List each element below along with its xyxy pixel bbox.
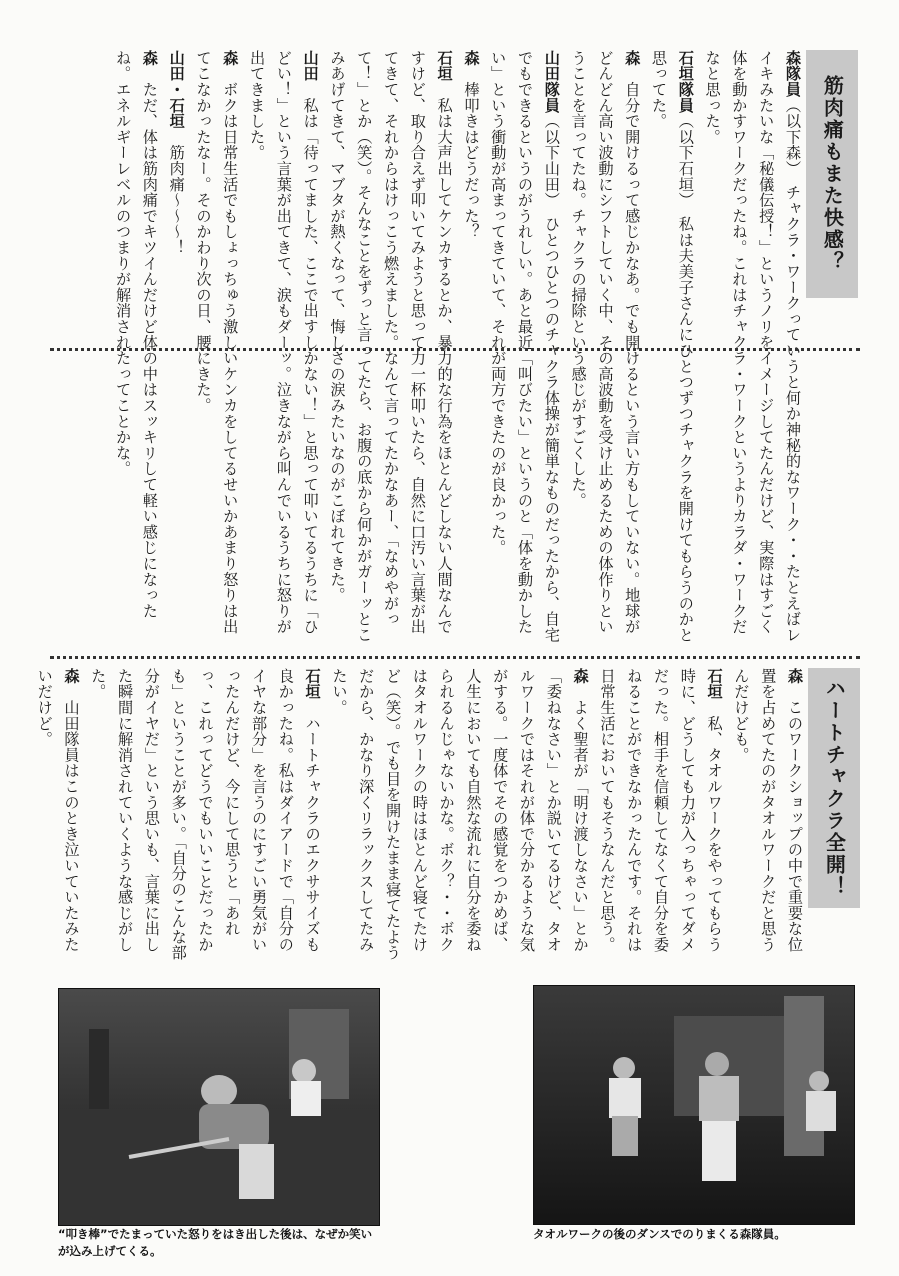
speaker-name: 石垣 xyxy=(435,50,454,82)
dialogue-text: 私は大声出してケンカするとか、暴力的な行為をほとんどしない人間なんですけど、取り合えず叩いてみようと思って力一杯叩いたら、自然に口汚い言葉が出てきて、それからはけっこう燃えました。なんて言ってたかなあー、「なめやがって！」とか（笑）。そんなことをずっと言ってたら、お腹の底から何かがガーッとこみあげてきて、マブタが熱くなって、悔しさの涙みたいなのがこぼれてきた。 xyxy=(328,50,454,643)
caption-right: タオルワークの後のダンスでのりまくる森隊員。 xyxy=(533,1227,786,1241)
speaker-note: （以下石垣） xyxy=(676,113,695,201)
photo-stick-hitting xyxy=(58,988,380,1226)
speaker-name: 石垣 xyxy=(303,668,322,700)
speaker-name: 石垣 xyxy=(705,668,724,700)
speaker-name: 森 xyxy=(140,50,159,66)
dialogue-paragraph xyxy=(594,668,728,968)
speaker-name: 山田隊員 xyxy=(542,50,561,114)
dialogue-paragraph xyxy=(31,668,85,968)
speaker-name: 石垣隊員 xyxy=(676,50,695,114)
photo-dance xyxy=(533,985,855,1225)
section2-columns xyxy=(35,668,860,968)
speaker-name: 森隊員 xyxy=(784,50,802,98)
dialogue-text: ハートチャクラのエクササイズも良かったね。私はダイアードで「自分のイヤな部分」を言うのにすごい勇気がいったんだけど、今にして思うと「あれっ、これってどうでもいいことだったかも」ということが多い。「自分のこんな部分がイヤだ」という思いも、言葉に出した瞬間に解消されていくような感じがした。 xyxy=(89,668,322,961)
photo-stick-hitting-image xyxy=(59,989,379,1225)
dialogue-text: このワークショップの中で重要な位置を占めてたのがタオルワークだと思うんだけども。 xyxy=(732,668,804,953)
dialogue-text: ボクは日常生活でもしょっちゅう激しいケンカをしてるせいかあまり怒りは出てこなかったなー。そのかわり次の日、腰にきた。 xyxy=(194,50,240,635)
dialogue-paragraph xyxy=(326,668,594,968)
section2-heading: ハートチャクラ全開！ xyxy=(808,668,860,908)
speaker-name: 山田・石垣 xyxy=(167,50,186,129)
dialogue-text: 棒叩きはどうだった？ xyxy=(462,65,481,240)
dialogue-text: 私、タオルワークをやってもらう時に、どうしても力が入っちゃってダメだった。相手を信頼してなくて自分を委ねることができなかったんです。それは日常生活においてもそうなんだと思う。 xyxy=(598,668,724,953)
speaker-name: 森 xyxy=(786,668,804,684)
speaker-name: 森 xyxy=(221,50,240,66)
dialogue-text: 私は夫美子さんにひとつずつチャクラを開けてもらうのかと思ってた。 xyxy=(650,50,695,643)
speaker-name: 森 xyxy=(571,668,590,684)
dialogue-text: 私は「待ってました、ここで出すしかない！」と思って叩いてるうちに「ひどい！」という言葉が出てきて、涙もダーッ。泣きながら叫んでいるうちに怒りが出てきました。 xyxy=(248,50,320,635)
speaker-note: （以下森） xyxy=(784,97,802,169)
speaker-name: 山田 xyxy=(301,50,320,82)
speaker-name: 森 xyxy=(462,50,481,66)
speaker-note: （以下山田） xyxy=(542,113,561,201)
dialogue-text: 筋肉痛〜〜〜！ xyxy=(167,129,186,256)
dialogue-text: チャクラ・ワークっていうと何か神秘的なワーク・・たとえばレイキみたいな「秘儀伝授！」というノリをイメージしてたんだけど、実際はすごく体を動かすワークだったね。これはチャクラ・ワークというよりカラダ・ワークだなと思った。 xyxy=(703,50,802,643)
divider-dotted-2 xyxy=(50,656,860,659)
dialogue-text: ただ、体は筋肉痛でキツイんだけど体の中はスッキリして軽い感じになったね。エネルギーレベルのつまりが解消されたってことかな。 xyxy=(114,50,159,619)
speaker-name: 森 xyxy=(62,668,81,684)
dialogue-text: ひとつひとつのチャクラ体操が簡単なものだったから、自宅でもできるというのがうれしい。あと最近「叫びたい」というのと「体を動かしたい」という衝動が高まってきていて、それが両方できたのが良かった。 xyxy=(489,50,561,643)
dialogue-paragraph xyxy=(728,668,808,968)
speaker-name: 森 xyxy=(623,50,642,66)
dialogue-text: 山田隊員はこのとき泣いていたみたいだけど。 xyxy=(35,668,81,953)
dialogue-text: 自分で開けるって感じかなあ。でも開けるという言い方もしていない。地球がどんどん高い波動にシフトしていく中、その高波動を受け止めるための体作りということを言ってたね。チャクラの掃除という感じがすごくした。 xyxy=(569,50,642,635)
caption-left: “叩き棒”でたまっていた怒りをはき出した後は、なぜか笑いが込み上げてくる。 xyxy=(58,1227,373,1258)
divider-dotted-1 xyxy=(50,348,860,351)
dialogue-paragraph xyxy=(84,668,325,968)
section2-text-band xyxy=(35,668,860,968)
photo-dance-image xyxy=(534,986,854,1224)
dialogue-text: よく聖者が「明け渡しなさい」とか「委ねなさい」とか説いてるけど、タオルワークではそれが体で分かるような気がする。一度体でその感覚をつかめば、人生においても自然な流れに自分を委ねられるんじゃないかな。ボク？・・ボクはタオルワークの時はほとんど寝てたけど（笑）。でも目を開けたまま寝てたようだから、かなり深くリラックスしてたみたい。 xyxy=(330,668,590,961)
section1-heading: 筋肉痛もまた快感？ xyxy=(806,50,858,298)
